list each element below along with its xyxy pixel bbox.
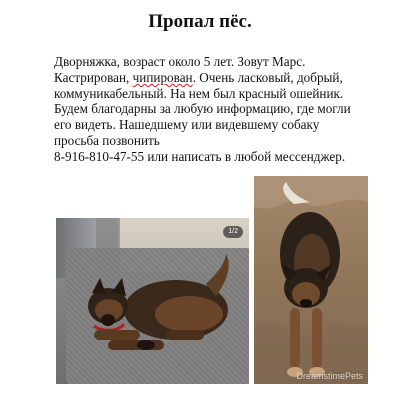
text-line-4: Будем благодарны за любую информацию, где могли xyxy=(54,101,351,117)
text-line-2 xyxy=(54,70,384,86)
text-line-2-part-1: Кастрирован, xyxy=(54,69,133,85)
text-line-6: просьба позвонить xyxy=(54,132,160,148)
document-text xyxy=(54,54,384,165)
photo-dog-on-mat xyxy=(56,218,249,384)
watermark-text: DreamstimePets xyxy=(296,371,363,381)
photo-counter-badge: 1/2 xyxy=(223,226,243,238)
text-line-1: Дворняжка, возраст около 5 лет. Зовут Марс. xyxy=(54,54,306,69)
text-line-2-part-3: . Очень ласковый, добрый, xyxy=(192,69,343,85)
dog-icon xyxy=(254,176,368,384)
document-title: Пропал пёс. xyxy=(148,11,252,32)
dog-icon xyxy=(56,218,249,384)
text-line-3: коммуникабельный. На нем был красный ошейник. xyxy=(54,85,344,101)
photo-dog-on-ground xyxy=(254,176,368,384)
spellcheck-underlined-word: чипирован xyxy=(132,69,193,85)
text-line-5: его видеть. Нашедшему или видевшему собаку xyxy=(54,117,320,133)
text-line-7: 8-916-810-47-55 или написать в любой мессенджер. xyxy=(54,148,346,164)
